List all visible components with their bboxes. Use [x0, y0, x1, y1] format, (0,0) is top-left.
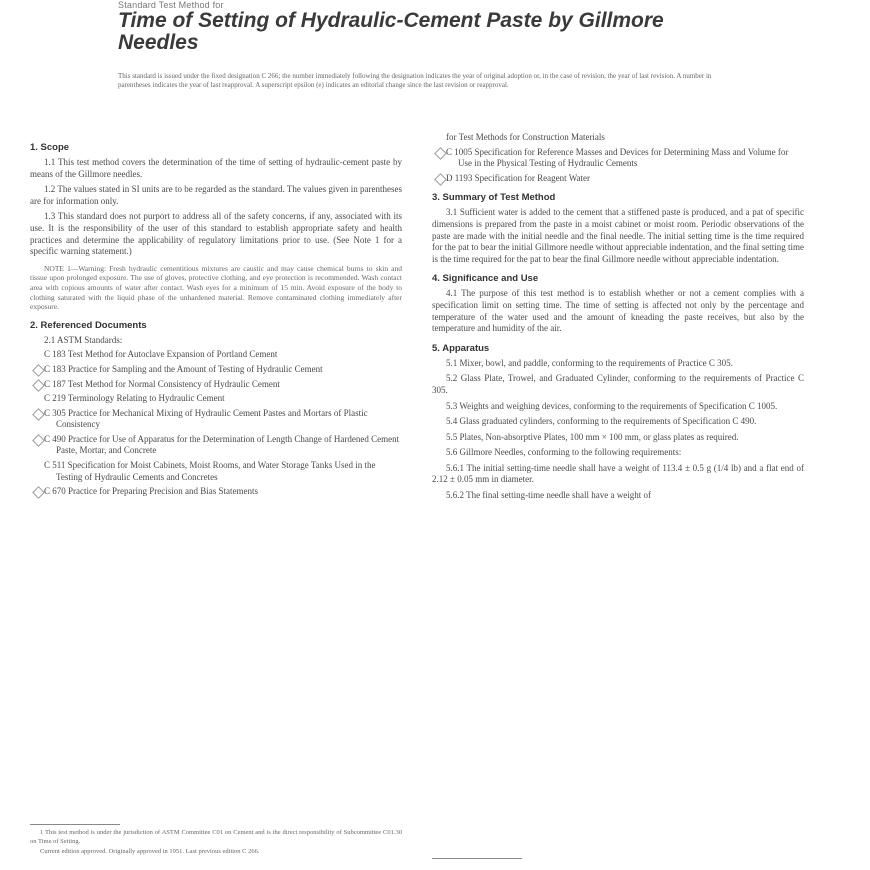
reference-item: C 1005 Specification for Reference Masses and Devices for Determining Mass and Volume for Use in the Physical Testing of Hydraulic Cements	[432, 147, 804, 170]
paragraph-5-1: 5.1 Mixer, bowl, and paddle, conforming to the requirements of Practice C 305.	[446, 357, 733, 368]
reference-item: C 183 Test Method for Autoclave Expansion of Portland Cement	[44, 349, 278, 360]
reference-item: D 1193 Specification for Reagent Water	[432, 173, 804, 185]
reference-item: C 183 Practice for Sampling and the Amount of Testing of Hydraulic Cement	[30, 364, 402, 376]
reference-item: C 187 Test Method for Normal Consistency of Hydraulic Cement	[30, 379, 402, 391]
reference-item: C 490 Practice for Use of Apparatus for the Determination of Length Change of Hardened Cement Paste, Mortar, and Concrete	[30, 434, 402, 457]
paragraph-5-3: 5.3 Weights and weighing devices, conforming to the requirements of Specification C 1005.	[446, 400, 778, 411]
page-end-divider	[432, 858, 522, 859]
paragraph-5-4: 5.4 Glass graduated cylinders, conforming to the requirements of Specification C 490.	[446, 416, 757, 427]
paragraph-3-1: 3.1 Sufficient water is added to the cement that a stiffened paste is produced, and a pat of specific dimensions is prepared from the paste in a moist cabinet or moist room. Periodic observations of the paste are made with the initial needle and the final needle. The initial setting time is the time required for the pat to bear the initial Gillmore needle without appreciable indentation, and the final setting time is the time required for the pat to bear the final Gillmore needle without appreciable indentation.	[432, 207, 804, 264]
footnotes	[30, 829, 402, 859]
paragraph-5-5: 5.5 Plates, Non-absorptive Plates, 100 mm × 100 mm, or glass plates as required.	[446, 431, 739, 442]
reference-item: C 511 Specification for Moist Cabinets, Moist Rooms, and Water Storage Tanks Used in the Testing of Hydraulic Cements and Concretes	[44, 460, 376, 482]
footnote-1: 1 This test method is under the jurisdiction of ASTM Committee C01 on Cement and is the direct responsibility of Subcommittee C01.30 on Time of Setting.	[30, 829, 402, 845]
left-column	[30, 134, 402, 501]
paragraph-5-6: 5.6 Gillmore Needles, conforming to the following requirements:	[446, 447, 682, 458]
document-intro: This standard is issued under the fixed designation C 266; the number immediately following the designation indicates the year of original adoption or, in the case of revision, the year of last revision. A number in parentheses indicates the year of last reapproval. A superscript epsilon (e) indicates an editorial change since the last revision or reapproval.	[118, 72, 712, 89]
note-1: NOTE 1—Warning: Fresh hydraulic cementitious mixtures are caustic and may cause chemical burns to skin and tissue upon prolonged exposure. The use of gloves, protective clothing, and eye protection is recommended. Wash contact area with copious amounts of water after contact. Wash eyes for a minimum of 15 min. Avoid exposure of the body to clothing saturated with the liquid phase of the unhardened material. Remove contaminated clothing immediately after exposure.	[30, 263, 402, 312]
document-pre-title: Standard Test Method for	[118, 0, 224, 10]
footnote-2: Current edition approved. Originally approved in 1951. Last previous edition C 266.	[40, 848, 260, 855]
reference-item: C 305 Practice for Mechanical Mixing of Hydraulic Cement Pastes and Mortars of Plastic Consistency	[30, 408, 402, 431]
paragraph-5-6-1: 5.6.1 The initial setting-time needle shall have a weight of 113.4 ± 0.5 g (1/4 lb) and a flat end of 2.12 ± 0.05 mm in diameter.	[432, 462, 804, 485]
paragraph-5-2: 5.2 Glass Plate, Trowel, and Graduated Cylinder, conforming to the requirements of Practice C 305.	[432, 373, 804, 395]
section-heading-referenced-documents: 2. Referenced Documents	[30, 319, 147, 331]
section-heading-apparatus: 5. Apparatus	[432, 342, 490, 354]
section-heading-summary: 3. Summary of Test Method	[432, 192, 556, 204]
document-title: Time of Setting of Hydraulic-Cement Paste by Gillmore Needles	[118, 9, 664, 54]
section-heading-scope: 1. Scope	[30, 142, 70, 153]
paragraph-1-1: 1.1 This test method covers the determination of the time of setting of hydraulic-cement paste by means of the Gillmore needles.	[30, 157, 402, 179]
section-heading-significance: 4. Significance and Use	[432, 273, 539, 285]
paragraph-4-1: 4.1 The purpose of this test method is to establish whether or not a cement complies with a specification limit on setting time. The time of setting is affected not only by the percentage and temperature of the water used and the amount of kneading the paste receives, but also by the temperature and humidity of the air.	[432, 288, 804, 334]
paragraph-1-2: 1.2 The values stated in SI units are to be regarded as the standard. The values given in parentheses are for information only.	[30, 184, 402, 206]
reference-item: 2.1 ASTM Standards:	[44, 334, 123, 345]
reference-item: C 670 Practice for Preparing Precision and Bias Statements	[30, 486, 402, 498]
footnote-divider	[30, 824, 120, 825]
right-column	[432, 132, 804, 506]
paragraph-1-3: 1.3 This standard does not purport to address all of the safety concerns, if any, associated with its use. It is the responsibility of the user of this standard to establish appropriate safety and health practices and determine the applicability of regulatory limitations prior to use. (See Note 1 for a specific warning statement.)	[30, 211, 402, 257]
reference-item: C 219 Terminology Relating to Hydraulic Cement	[44, 393, 225, 404]
paragraph-5-6-2: 5.6.2 The final setting-time needle shall have a weight of	[446, 490, 652, 501]
reference-item: for Test Methods for Construction Materials	[446, 132, 605, 142]
